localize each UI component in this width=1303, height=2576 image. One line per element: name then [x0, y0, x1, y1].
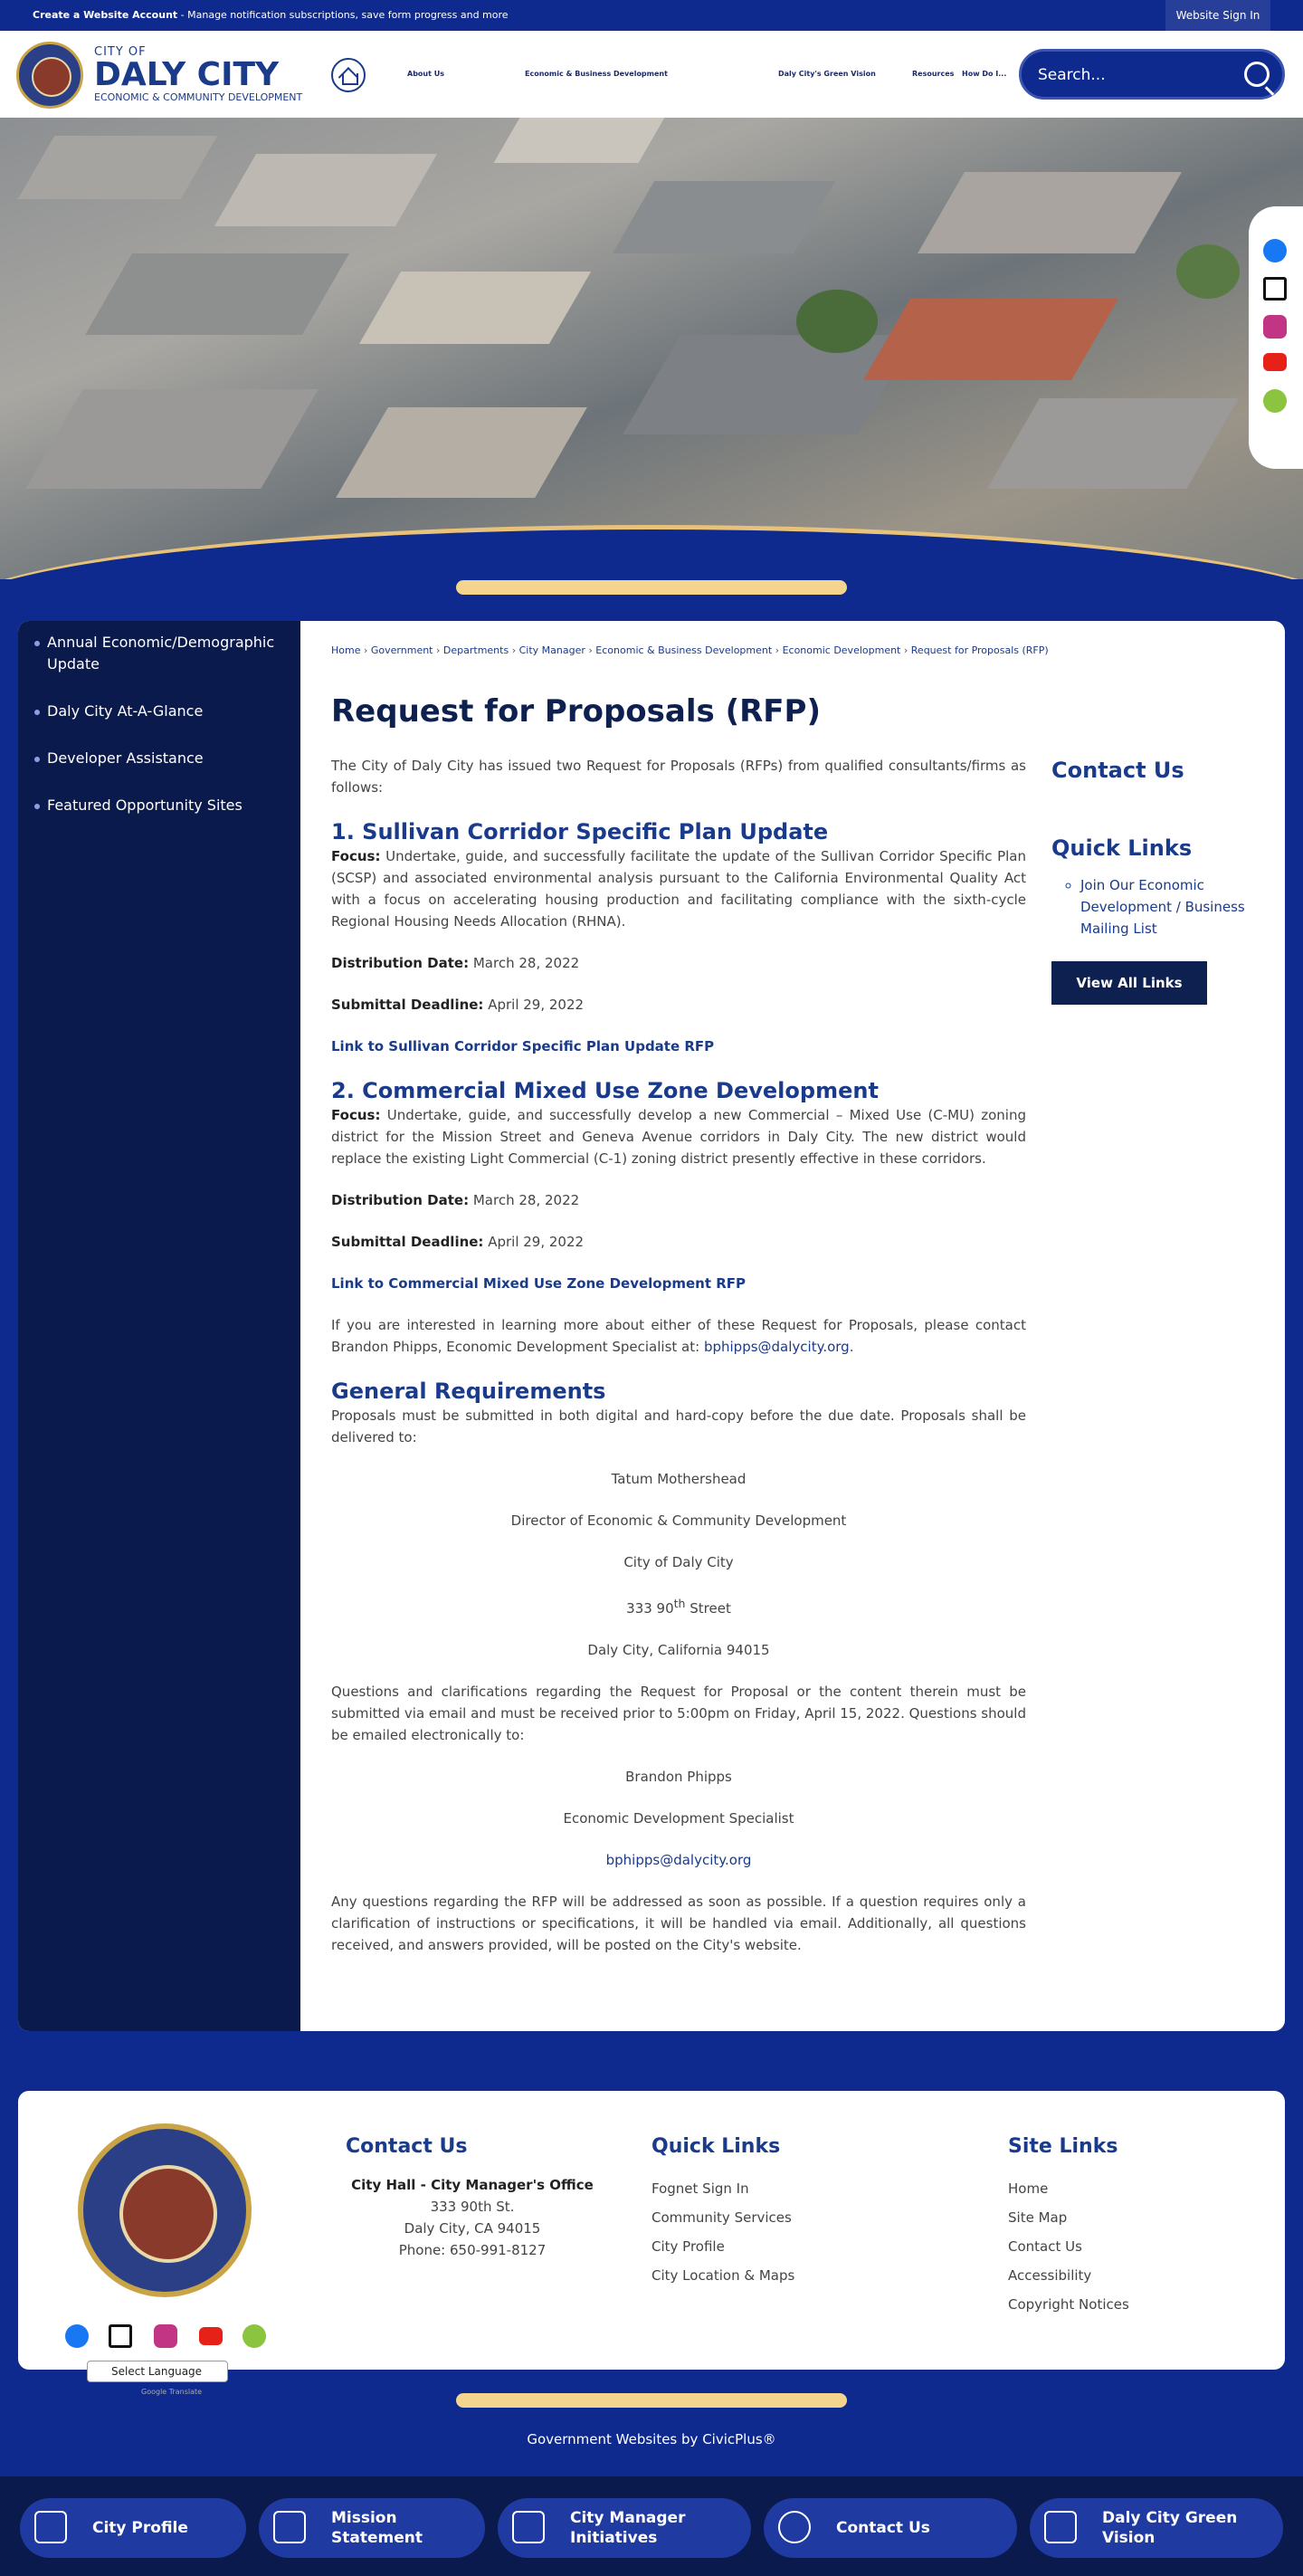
site-footer	[18, 2091, 1285, 2370]
closing-text: Any questions regarding the RFP will be addressed as soon as possible. If a question requires only a clarification of instructions or specifications, it will be handled via email. Additionally, all questions received, and answers provided, will be posted on the City's website.	[331, 1894, 1026, 1953]
breadcrumb-city-manager[interactable]: City Manager	[518, 644, 585, 656]
website-sign-in-button[interactable]: Website Sign In	[1165, 0, 1270, 31]
bottom-nav-label: City Manager Initiatives	[570, 2509, 686, 2547]
breadcrumb-departments[interactable]: Departments	[442, 644, 509, 656]
nextdoor-icon[interactable]	[1263, 389, 1287, 413]
main-container	[18, 621, 1285, 2031]
hero-rooftop	[214, 154, 437, 226]
city-hall-icon	[34, 2511, 67, 2543]
rfp1-deadline-value: April 29, 2022	[483, 997, 585, 1013]
rfp2-deadline	[331, 1231, 1026, 1253]
footer-link-accessibility[interactable]: Accessibility	[1008, 2267, 1092, 2284]
rfp1-link-para	[331, 1035, 1026, 1057]
rfp2-heading-link[interactable]: 2. Commercial Mixed Use Zone Development	[331, 1078, 879, 1103]
hero-rooftop	[863, 299, 1118, 380]
bottom-nav-label: Mission Statement	[331, 2509, 423, 2547]
footer-address-1: 333 90th St.	[430, 2199, 515, 2215]
footer-city-seal	[78, 2123, 252, 2297]
create-account-notice	[33, 9, 509, 21]
rfp2-dist-value: March 28, 2022	[469, 1192, 580, 1208]
rfp2-deadline-value: April 29, 2022	[483, 1234, 585, 1250]
footer-office: City Hall - City Manager's Office	[351, 2177, 594, 2193]
sidebar-nav	[18, 621, 300, 2031]
bottom-nav-city-profile[interactable]	[20, 2498, 246, 2558]
youtube-icon[interactable]	[1263, 353, 1287, 371]
breadcrumb-rfp[interactable]: Request for Proposals (RFP)	[910, 644, 1049, 656]
rfp2-distribution	[331, 1189, 1026, 1211]
hero-rooftop	[336, 407, 587, 498]
sidebar-item-annual-update[interactable]: Annual Economic/Demographic Update	[34, 632, 279, 675]
civicplus-text: Government Websites by	[527, 2431, 703, 2447]
contact-us-heading[interactable]: Contact Us	[1051, 758, 1184, 783]
rfp2-focus	[331, 1104, 1026, 1169]
right-column	[1051, 757, 1269, 1005]
footer-address-2: Daly City, CA 94015	[404, 2220, 541, 2237]
city-seal-logo[interactable]	[16, 42, 83, 109]
civicplus-link[interactable]: CivicPlus®	[702, 2431, 776, 2447]
sidebar-item-at-a-glance[interactable]: Daly City At-A-Glance	[34, 701, 279, 722]
bottom-nav-label: City Profile	[92, 2519, 188, 2537]
address-org: City of Daly City	[623, 1554, 734, 1570]
footer-quick-links-heading: Quick Links	[652, 2135, 781, 2158]
footer-link-city-location[interactable]: City Location & Maps	[652, 2267, 795, 2284]
nextdoor-icon[interactable]	[243, 2324, 266, 2348]
rfp2-focus-label: Focus:	[331, 1107, 381, 1123]
logo-line-2: DALY CITY	[94, 56, 280, 93]
hero-rooftop	[623, 335, 916, 434]
questions-text: Questions and clarifications regarding the Request for Proposal or the content therein must be submitted via email and must be received prior to 5:00pm on Friday, April 15, 2022. Questions should be emailed electronically to:	[331, 1684, 1026, 1743]
footer-site-links	[1008, 2134, 1234, 2319]
address-street	[331, 1593, 1026, 1619]
checklist-icon	[1044, 2511, 1077, 2543]
bottom-nav-label: Daly City Green Vision	[1102, 2509, 1238, 2547]
hero-rooftop	[918, 172, 1182, 253]
breadcrumb-econ-dev[interactable]: Economic Development	[782, 644, 901, 656]
rfp1-focus	[331, 845, 1026, 932]
footer-link-fognet[interactable]: Fognet Sign In	[652, 2180, 749, 2197]
bottom-nav-mission-statement[interactable]	[259, 2498, 485, 2558]
questions-email-link[interactable]: bphipps@dalycity.org	[605, 1852, 752, 1868]
hero-rooftop	[85, 253, 349, 335]
decorative-pill	[456, 2393, 847, 2408]
questions-email-para	[331, 1849, 1026, 1871]
quick-links-heading: Quick Links	[1051, 835, 1193, 861]
nav-about-us[interactable]: About Us	[407, 70, 444, 78]
rfp1-deadline	[331, 994, 1026, 1016]
page-content	[331, 693, 1026, 1976]
address-name: Tatum Mothershead	[611, 1471, 747, 1487]
top-bar	[0, 0, 1303, 31]
rfp1-deadline-label: Submittal Deadline:	[331, 997, 484, 1013]
breadcrumb-home[interactable]: Home	[331, 644, 361, 656]
rfp2-deadline-label: Submittal Deadline:	[331, 1234, 484, 1250]
civicplus-credit	[0, 2431, 1303, 2447]
site-logo[interactable]	[94, 45, 302, 103]
footer-link-home[interactable]: Home	[1008, 2180, 1049, 2197]
nav-economic-business-development[interactable]: Economic & Business Development	[525, 70, 668, 78]
rfp2-link[interactable]: Link to Commercial Mixed Use Zone Development RFP	[331, 1275, 746, 1292]
footer-site-links-heading: Site Links	[1008, 2135, 1118, 2158]
flag-icon	[273, 2511, 306, 2543]
footer-link-contact-us[interactable]: Contact Us	[1008, 2238, 1082, 2255]
footer-contact-heading: Contact Us	[346, 2135, 468, 2158]
search-box	[1019, 49, 1285, 100]
phone-icon	[778, 2511, 811, 2543]
bottom-nav-contact-us[interactable]	[764, 2498, 1017, 2558]
rfp1-focus-text: Undertake, guide, and successfully facilitate the update of the Sullivan Corridor Specific Plan (SCSP) and associated environmental analysis pursuant to the California Environmental Quality Act with a focus on accelerating housing production and facilitating compliance with the sixth-cycle Regional Housing Needs Allocation (RHNA).	[331, 848, 1026, 930]
logo-line-1: CITY OF	[94, 45, 147, 59]
civicplus-bar	[0, 2402, 1303, 2476]
hero-rooftop	[494, 118, 665, 163]
x-icon[interactable]	[1263, 277, 1287, 301]
street-name: Street	[685, 1600, 731, 1617]
rfp1-heading	[331, 818, 1026, 845]
hero-rooftop	[359, 272, 591, 344]
street-number: 333 90	[626, 1600, 674, 1617]
hero-tree	[796, 290, 878, 353]
intro-text: The City of Daly City has issued two Request for Proposals (RFPs) from qualified consultants/firms as follows:	[331, 758, 1026, 796]
home-icon[interactable]	[331, 58, 366, 92]
hero-rooftop	[25, 389, 319, 489]
rfp1-dist-label: Distribution Date:	[331, 955, 470, 971]
instagram-icon[interactable]	[1263, 315, 1287, 339]
rfp1-heading-link[interactable]: 1. Sullivan Corridor Specific Plan Update	[331, 819, 829, 844]
footer-phone: Phone: 650-991-8127	[398, 2242, 547, 2258]
rfp2-dist-label: Distribution Date:	[331, 1192, 470, 1208]
hero-rooftop	[613, 181, 835, 253]
language-select[interactable]: Select Language	[87, 2361, 228, 2382]
contact-email-link[interactable]: bphipps@dalycity.org	[703, 1339, 850, 1355]
footer-link-city-profile[interactable]: City Profile	[652, 2238, 725, 2255]
breadcrumb: Home › Government › Departments › City Manager › Economic & Business Development › Economic Development › Request for Proposals (RFP)	[331, 644, 1049, 656]
nav-how-do-i[interactable]: How Do I...	[962, 70, 1007, 78]
x-icon[interactable]	[109, 2324, 132, 2348]
hero-rooftop	[18, 136, 217, 199]
rfp2-heading	[331, 1077, 1026, 1104]
rfp1-dist-value: March 28, 2022	[469, 955, 580, 971]
address-title: Director of Economic & Community Development	[510, 1512, 847, 1529]
sidebar-item-featured-sites[interactable]: Featured Opportunity Sites	[34, 795, 279, 816]
site-header	[0, 31, 1303, 118]
rfp2-link-para	[331, 1273, 1026, 1294]
hero-rooftop	[987, 398, 1239, 489]
create-account-desc: - Manage notification subscriptions, save form progress and more	[177, 9, 509, 21]
decorative-pill	[456, 580, 847, 595]
hero-wave-divider	[0, 525, 1303, 579]
general-requirements-text: Proposals must be submitted in both digital and hard-copy before the due date. Proposals shall be delivered to:	[331, 1407, 1026, 1445]
search-icon[interactable]	[1244, 62, 1270, 87]
nav-green-vision[interactable]: Daly City's Green Vision	[778, 70, 876, 78]
contact-text: If you are interested in learning more about either of these Request for Proposals, please contact Brandon Phipps, Economic Development Specialist at:	[331, 1317, 1026, 1355]
rfp1-link[interactable]: Link to Sullivan Corridor Specific Plan Update RFP	[331, 1038, 715, 1054]
facebook-icon[interactable]	[1263, 239, 1287, 262]
quick-links-list	[1080, 874, 1269, 940]
footer-link-community-services[interactable]: Community Services	[652, 2209, 792, 2226]
hero-tree	[1176, 244, 1240, 299]
page-title: Request for Proposals (RFP)	[331, 693, 821, 730]
bottom-quick-nav	[0, 2476, 1303, 2576]
youtube-icon[interactable]	[199, 2327, 223, 2345]
address-city: Daly City, California 94015	[587, 1642, 770, 1658]
questions-title: Economic Development Specialist	[563, 1810, 794, 1827]
bottom-nav-city-manager-initiatives[interactable]	[498, 2498, 751, 2558]
contact-paragraph: If you are interested in learning more about either of these Request for Proposals, please contact Brandon Phipps, Economic Development Specialist at: bphipps@dalycity.org.	[331, 1317, 1026, 1355]
quick-link-item	[1080, 874, 1269, 940]
quick-link-mailing-list[interactable]: Join Our Economic Development / Business Mailing List	[1080, 877, 1245, 937]
footer-quick-links	[652, 2134, 878, 2290]
initiatives-icon	[512, 2511, 545, 2543]
footer-contact	[346, 2134, 599, 2261]
create-account-link[interactable]: Create a Website Account	[33, 9, 178, 21]
rfp1-distribution	[331, 952, 1026, 974]
social-sidebar	[1249, 206, 1303, 469]
footer-link-site-map[interactable]: Site Map	[1008, 2209, 1068, 2226]
instagram-icon[interactable]	[154, 2324, 177, 2348]
search-input[interactable]	[1038, 64, 1219, 86]
sidebar-item-developer-assistance[interactable]: Developer Assistance	[34, 748, 279, 769]
hero-banner	[0, 118, 1303, 579]
footer-link-copyright[interactable]: Copyright Notices	[1008, 2296, 1129, 2313]
questions-name: Brandon Phipps	[625, 1769, 732, 1785]
street-suffix: th	[673, 1597, 686, 1610]
logo-line-3: ECONOMIC & COMMUNITY DEVELOPMENT	[94, 91, 303, 103]
bottom-nav-label: Contact Us	[836, 2519, 930, 2537]
general-requirements-heading: General Requirements	[331, 1379, 606, 1404]
view-all-links-button[interactable]: View All Links	[1051, 961, 1207, 1005]
breadcrumb-government[interactable]: Government	[370, 644, 433, 656]
facebook-icon[interactable]	[65, 2324, 89, 2348]
rfp1-focus-label: Focus:	[331, 848, 381, 864]
google-translate-credit: Google Translate	[141, 2388, 203, 2396]
bottom-nav-green-vision[interactable]	[1030, 2498, 1283, 2558]
nav-resources[interactable]: Resources	[912, 70, 955, 78]
breadcrumb-econ-business[interactable]: Economic & Business Development	[595, 644, 773, 656]
rfp2-focus-text: Undertake, guide, and successfully develop a new Commercial – Mixed Use (C-MU) zoning district for the Mission Street and Geneva Avenue corridors in Daly City. The new district would replace the existing Light Commercial (C-1) zoning district presently effective in these corridors.	[331, 1107, 1026, 1167]
